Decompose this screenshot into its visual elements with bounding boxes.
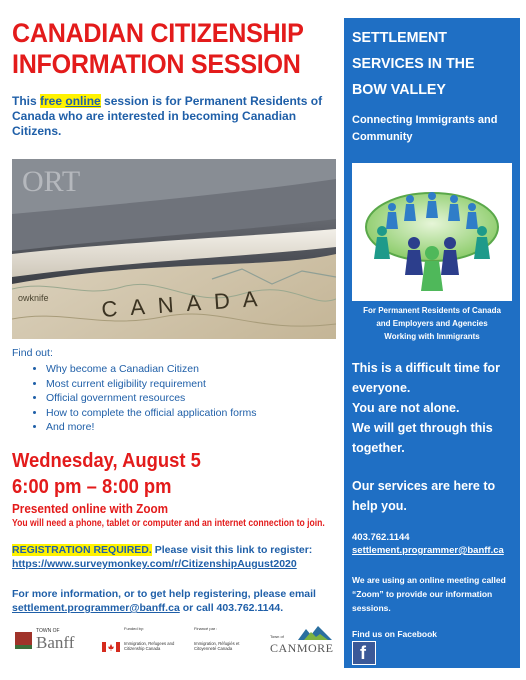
passport-map-illustration — [12, 159, 336, 339]
panel-contact — [352, 531, 504, 557]
list-item: • Why become a Canadian Citizen — [46, 362, 332, 377]
passport-text: ORT — [22, 165, 81, 198]
event-details — [12, 449, 376, 530]
info-section — [12, 587, 342, 615]
registration-required-badge: REGISTRATION REQUIRED. — [12, 544, 152, 556]
info-call: or call 403.762.1144. — [179, 602, 284, 614]
page-title — [12, 18, 310, 80]
info-email-link[interactable]: settlement.programmer@banff.ca — [12, 602, 180, 614]
facebook-icon[interactable] — [352, 641, 376, 665]
intro-post: session is for Permanent Residents of Canada who are interested in becoming Canadian Citizens. — [12, 94, 323, 138]
banff-town-of: TOWN OF — [36, 628, 60, 634]
panel-message-line: together. — [352, 441, 405, 455]
canada-flag-icon — [102, 642, 120, 652]
list-item: • How to complete the official application forms — [46, 406, 332, 421]
ircc-french: Immigration, Réfugiés et Citoyenneté Canada — [194, 641, 240, 651]
list-item: • Official government resources — [46, 391, 332, 406]
banff-logo-text: Banff — [36, 633, 75, 652]
canmore-mountain-icon — [298, 626, 332, 640]
event-platform: Presented online with Zoom — [12, 501, 169, 516]
canmore-logo-text: CANMORE — [270, 641, 334, 655]
ircc-english: Immigration, Refugees and Citizenship Canada — [124, 641, 175, 651]
financed-by-label: Financé par : — [194, 626, 218, 631]
panel-audience — [348, 304, 516, 343]
panel-zoom-line: “Zoom” to provide our information — [352, 589, 493, 599]
passport-map-photo — [12, 159, 336, 339]
funded-by-label: Funded by: — [124, 626, 145, 631]
intro-free: free — [40, 94, 63, 108]
panel-audience-line: Working with Immigrants — [384, 332, 480, 341]
panel-services-line: help you. — [352, 499, 407, 513]
panel-zoom-note — [352, 573, 516, 615]
canmore-town-of: Town of — [270, 634, 284, 639]
facebook-label: Find us on Facebook — [352, 629, 438, 639]
registration-text: Please visit this link to register: — [151, 544, 313, 556]
panel-message — [352, 358, 514, 458]
event-date: Wednesday, August 5 — [12, 450, 201, 472]
people-circle-icon — [352, 163, 512, 301]
panel-subtitle-line: Community — [352, 131, 413, 143]
find-out-section — [12, 347, 332, 435]
sponsor-logos — [12, 624, 332, 664]
panel-services — [352, 476, 514, 516]
facebook-icon-glyph: f — [360, 643, 366, 663]
intro-online: online — [65, 94, 101, 108]
event-requirement: You will need a phone, tablet or computer and an internet connection to join. — [12, 518, 325, 529]
panel-message-line: We will get through this — [352, 421, 493, 435]
map-place-label: owknife — [18, 293, 49, 303]
panel-subtitle-line: Connecting Immigrants and — [352, 114, 498, 126]
info-text: For more information, or to get help registering, please email — [12, 588, 316, 600]
find-out-heading: Find out: — [12, 347, 53, 359]
banff-logo-icon — [14, 630, 34, 650]
list-item: • Most current eligibility requirement — [46, 377, 332, 392]
panel-zoom-line: We are using an online meeting called — [352, 575, 506, 585]
intro-pre: This — [12, 94, 41, 108]
panel-message-line: This is a difficult time for — [352, 361, 500, 375]
panel-subtitle — [352, 112, 497, 146]
list-item: • And more! — [46, 420, 332, 435]
title-line-1: CANADIAN CITIZENSHIP — [12, 18, 304, 48]
intro-text — [12, 94, 332, 139]
settlement-services-panel — [344, 18, 520, 668]
registration-section — [12, 543, 342, 571]
left-column — [12, 18, 332, 139]
panel-audience-line: and Employers and Agencies — [376, 319, 488, 328]
panel-message-line: everyone. — [352, 381, 411, 395]
panel-phone[interactable]: 403.762.1144 — [352, 532, 410, 543]
panel-title-line: SETTLEMENT — [352, 29, 447, 46]
people-globe-image — [352, 163, 512, 301]
event-time: 6:00 pm – 8:00 pm — [12, 476, 172, 498]
panel-title-line: SERVICES IN THE — [352, 55, 475, 72]
panel-message-line: You are not alone. — [352, 401, 460, 415]
find-out-list — [12, 362, 332, 435]
panel-title — [352, 25, 474, 103]
panel-services-line: Our services are here to — [352, 479, 496, 493]
panel-audience-line: For Permanent Residents of Canada — [363, 306, 501, 315]
panel-zoom-line: sessions. — [352, 603, 391, 613]
canada-map-label: C A N A D A — [100, 285, 263, 322]
panel-title-line: BOW VALLEY — [352, 81, 446, 98]
registration-link[interactable]: https://www.surveymonkey.com/r/CitizenshipAugust2020 — [12, 558, 297, 570]
panel-email-link[interactable]: settlement.programmer@banff.ca — [352, 545, 504, 556]
title-line-2: INFORMATION SESSION — [12, 49, 301, 79]
